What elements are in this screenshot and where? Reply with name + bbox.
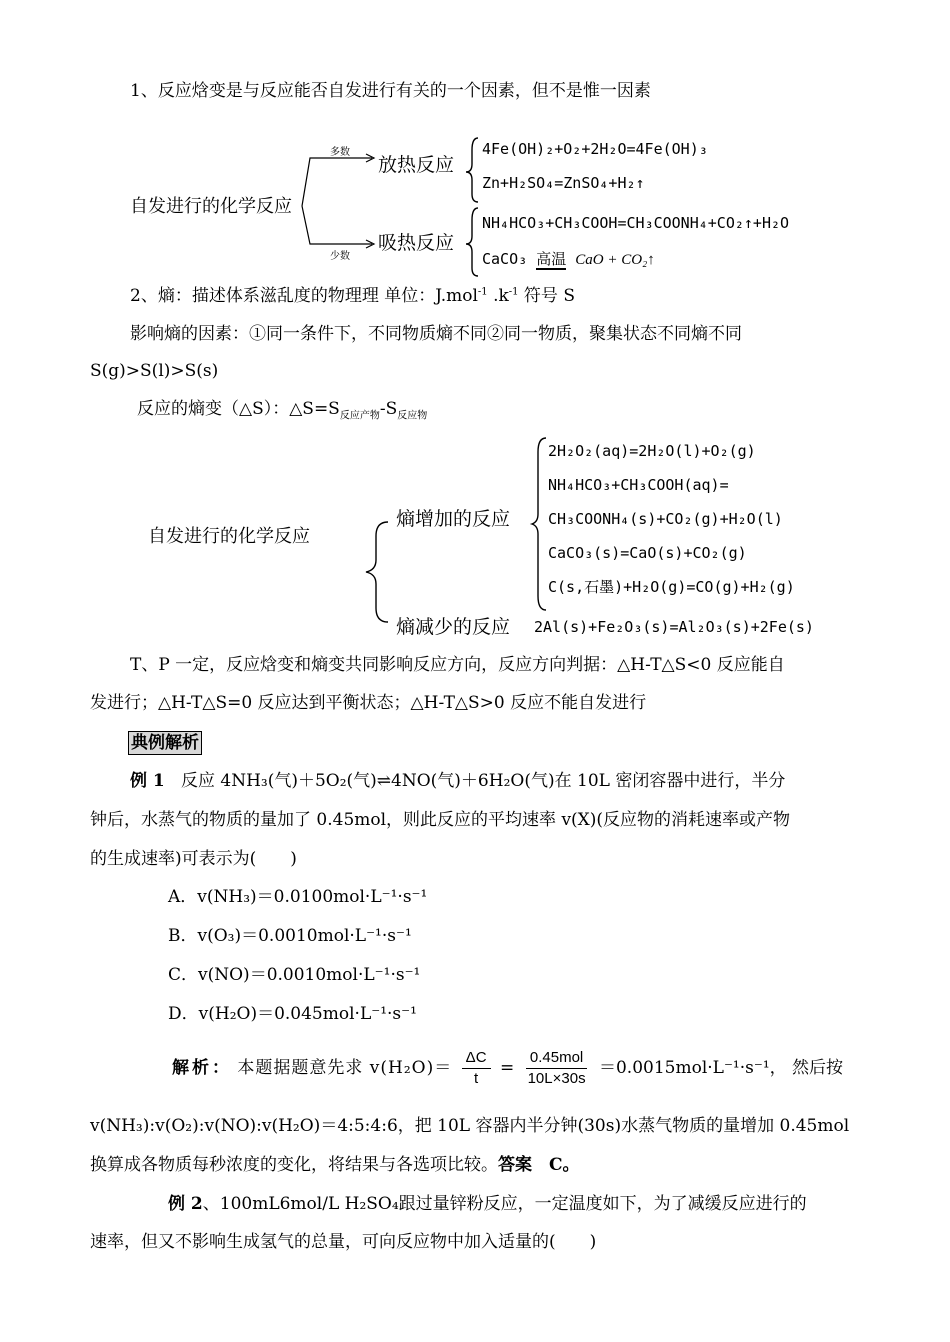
endo-equation-2	[482, 248, 655, 271]
example1-label: 例 1	[130, 771, 165, 791]
paragraph-entropy-factors: 影响熵的因素：①同一条件下，不同物质熵不同②同一物质，聚集状态不同熵不同	[130, 324, 742, 344]
entropy-eq-2: NH₄HCO₃+CH₃COOH(aq)=	[548, 476, 729, 494]
unit-sup-2: -1	[508, 286, 519, 298]
entropy-eq-6: 2Al(s)+Fe₂O₃(s)=Al₂O₃(s)+2Fe(s)	[534, 618, 814, 636]
solution-line-2: v(NH₃):v(O₂):v(NO):v(H₂O)＝4:5:4:6，把 10L 容器内半分钟(30s)水蒸气物质的量增加 0.45mol	[90, 1116, 850, 1136]
endothermic-label: 吸热反应	[378, 232, 455, 254]
entropy-change-text: 反应的熵变（△S）：△S=S	[137, 399, 340, 419]
option-b: B．v(O₃)＝0.0010mol·L⁻¹·s⁻¹	[168, 926, 412, 946]
solution-text-a: 本题据题意先求 v(H₂O)＝	[237, 1058, 453, 1078]
option-c: C．v(NO)＝0.0010mol·L⁻¹·s⁻¹	[168, 965, 421, 985]
unit-sup-1: -1	[477, 286, 488, 298]
endo-eq2-reactant: CaCO₃	[482, 250, 528, 268]
example1-line-2: 钟后，水蒸气的物质的量加了 0.45mol，则此反应的平均速率 v(X)(反应物的消耗速率或产物	[90, 810, 791, 830]
paragraph-enthalpy: 1、反应焓变是与反应能否自发进行有关的一个因素，但不是惟一因素	[130, 81, 651, 101]
example2-line-2: 速率，但又不影响生成氢气的总量，可向反应物中加入适量的( )	[90, 1232, 597, 1252]
fraction1-numerator: ΔC	[462, 1048, 491, 1069]
section-heading	[128, 731, 202, 755]
example2-text-a: 、100mL6mol/L H₂SO₄跟过量锌粉反应，一定温度如下，为了减缓反应进行的	[202, 1194, 807, 1214]
entropy-eq-1: 2H₂O₂(aq)=2H₂O(l)+O₂(g)	[548, 442, 756, 460]
branch-label-majority: 多数	[330, 147, 350, 158]
solution-line-3	[90, 1154, 580, 1176]
entropy-decrease-label: 熵减少的反应	[396, 616, 511, 638]
diagram1-root: 自发进行的化学反应	[130, 196, 292, 217]
exo-equation-2: Zn+H₂SO₄=ZnSO₄+H₂↑	[482, 174, 645, 192]
fraction2-numerator: 0.45mol	[526, 1048, 587, 1069]
criterion-line-2: 发进行；△H-T△S=0 反应达到平衡状态；△H-T△S>0 反应不能自发进行	[90, 693, 647, 713]
solution-label: 解析：	[172, 1058, 232, 1078]
entropy-minus-s: -S	[379, 399, 398, 419]
enthalpy-diagram	[120, 128, 880, 278]
example2-label: 例 2	[168, 1194, 203, 1214]
solution-text-c: 换算成各物质每秒浓度的变化，将结果与各选项比较。	[90, 1155, 498, 1175]
endo-equation-1: NH₄HCO₃+CH₃COOH=CH₃COONH₄+CO₂↑+H₂O	[482, 214, 790, 232]
solution-line-1: 解析： 本题据题意先求 v(H₂O)＝ $\frac{\Delta C}{t}$ = $\frac{\text{0.45mol}}{10L\times 30s}$ ＝0.0015mol·L⁻¹·s⁻¹， 然后按	[172, 1049, 844, 1087]
option-d: D．v(H₂O)＝0.045mol·L⁻¹·s⁻¹	[168, 1004, 417, 1024]
diagram2-root: 自发进行的化学反应	[148, 526, 310, 547]
endo-eq2-products: CaO + CO₂↑	[575, 252, 655, 268]
entropy-order: S(g)>S(l)>S(s)	[90, 361, 219, 381]
entropy-increase-label: 熵增加的反应	[396, 508, 511, 530]
branch-label-minority: 少数	[330, 251, 350, 262]
example1-line-1	[130, 770, 785, 792]
entropy-change-formula	[137, 398, 427, 420]
example1-line-3: 的生成速率)可表示为( )	[90, 849, 297, 869]
entropy-diagram	[140, 432, 880, 644]
entropy-symbol: 符号 S	[518, 286, 575, 306]
fraction1-denominator: t	[474, 1070, 479, 1087]
endo-eq2-condition: 高温	[536, 250, 567, 268]
entropy-eq-3: CH₃COONH₄(s)+CO₂(g)+H₂O(l)	[548, 510, 783, 528]
paragraph-entropy-def	[130, 285, 575, 307]
answer-text: 答案 C。	[498, 1155, 580, 1175]
entropy-def-text: 2、熵：描述体系滋乱度的物理理 单位：J.mol	[130, 286, 478, 306]
sub-products: 反应产物	[339, 410, 380, 422]
fraction2-denominator: 10L×30s	[527, 1070, 586, 1087]
option-a: A．v(NH₃)＝0.0100mol·L⁻¹·s⁻¹	[168, 887, 428, 907]
entropy-eq-5: C(s,石墨)+H₂O(g)=CO(g)+H₂(g)	[548, 578, 795, 596]
fraction-value	[524, 1048, 590, 1089]
heading-text: 典例解析	[128, 731, 202, 755]
exo-equation-1: 4Fe(OH)₂+O₂+2H₂O=4Fe(OH)₃	[482, 140, 708, 158]
example2-line-1	[168, 1193, 807, 1215]
sub-reactants: 反应物	[397, 410, 428, 422]
criterion-line-1: T、P 一定，反应焓变和熵变共同影响反应方向，反应方向判据：△H-T△S<0 反应能自	[130, 655, 785, 675]
fraction-dc-over-t	[462, 1048, 491, 1089]
example1-text-a: 反应 4NH₃(气)＋5O₂(气)⇌4NO(气)＋6H₂O(气)在 10L 密闭容器中进行，半分	[180, 771, 786, 791]
exothermic-label: 放热反应	[378, 154, 455, 176]
solution-text-b: ＝0.0015mol·L⁻¹·s⁻¹， 然后按	[598, 1058, 844, 1078]
entropy-eq-4: CaCO₃(s)=CaO(s)+CO₂(g)	[548, 544, 747, 562]
entropy-unit-k: .k	[487, 286, 509, 306]
